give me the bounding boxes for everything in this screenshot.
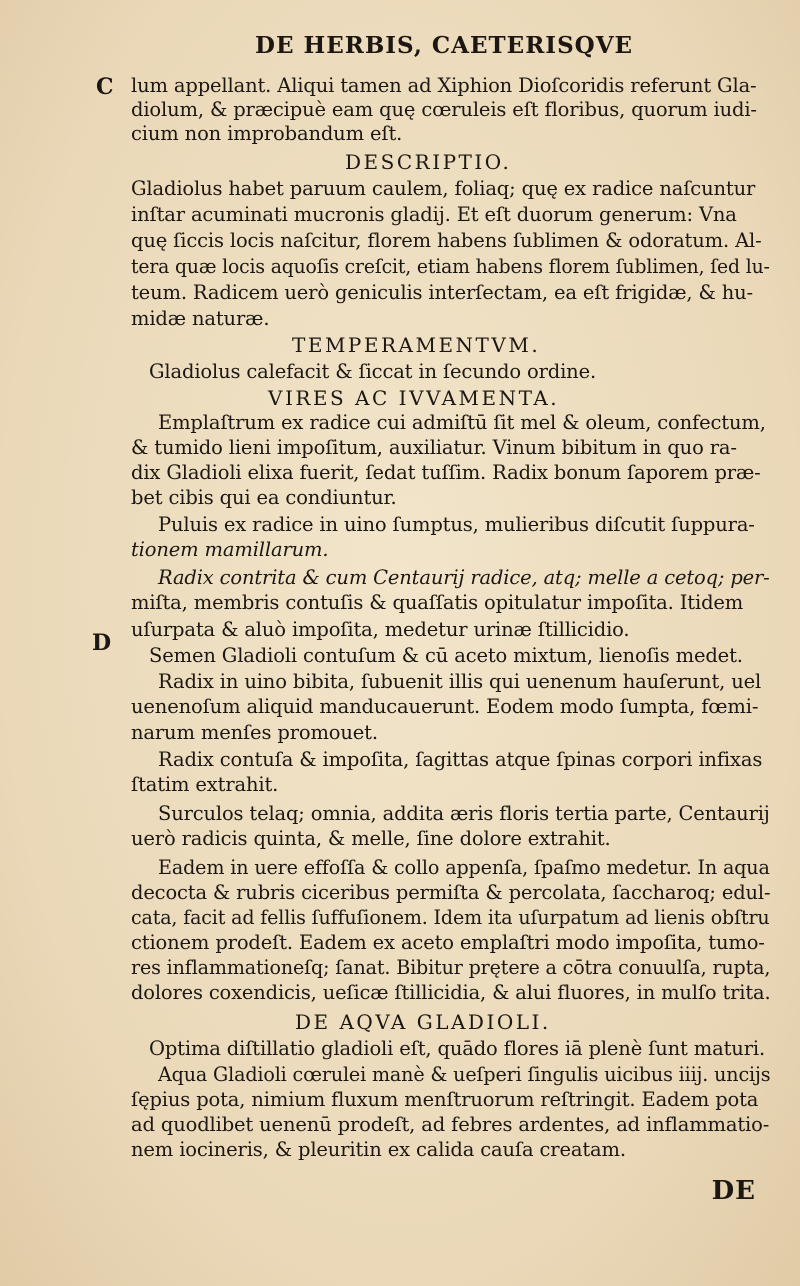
text-line: Emplaſtrum ex radice cui admiſtū ſit mel & oleum, confectum, (158, 411, 766, 434)
heading-temperamentum: TEMPERAMENTVM. (292, 333, 541, 357)
text-line: ſępius pota, nimium fluxum menſtruorum reſtringit. Eadem pota (131, 1088, 759, 1111)
text-line: Eadem in uere effoſſa & collo appenſa, ſpaſmo medetur. In aqua (158, 856, 770, 879)
text-line: Aqua Gladioli cœrulei manè & ueſperi ſingulis uicibus iiij. uncijs (158, 1063, 771, 1086)
text-line: uenenoſum aliquid manducauerunt. Eodem modo ſumpta, fœmi- (131, 695, 759, 718)
text-line: tera quæ locis aquoſis creſcit, etiam habens florem ſublimen, ſed lu- (131, 255, 770, 278)
heading-descriptio: DESCRIPTIO. (345, 150, 512, 174)
text-line: narum menſes promouet. (131, 721, 378, 744)
text-line: nem iocineris, & pleuritin ex calida cauſa creatam. (131, 1138, 626, 1161)
text-line: tionem mamillarum. (131, 538, 329, 561)
text-line: ad quodlibet uenenū prodeſt, ad febres ardentes, ad inflammatio- (131, 1113, 770, 1136)
text-line: uerò radicis quinta, & melle, ſine dolore extrahit. (131, 827, 611, 850)
text-line: midæ naturæ. (131, 307, 270, 330)
heading-vires: VIRES AC IVVAMENTA. (268, 386, 560, 410)
text-line: dix Gladioli elixa fuerit, ſedat tuſſim. Radix bonum ſaporem præ- (131, 461, 761, 484)
text-line: uſurpata & aluò impoſita, medetur urinæ ſtillicidio. (131, 618, 630, 641)
text-line: Semen Gladioli contuſum & cū aceto mixtum, lienoſis medet. (149, 644, 743, 667)
text-line: Radix contuſa & impoſita, ſagittas atque ſpinas corpori infixas (158, 748, 763, 771)
text-line: Gladiolus habet paruum caulem, foliaq; quę ex radice naſcuntur (131, 177, 756, 200)
heading-aqua: DE AQVA GLADIOLI. (295, 1010, 551, 1034)
margin-letter-c: C (96, 74, 114, 100)
text-line: Surculos telaq; omnia, addita æris floris tertia parte, Centaurij (158, 802, 770, 825)
text-line: quę ſiccis locis naſcitur, florem habens ſublimen & odoratum. Al- (131, 229, 762, 252)
text-line: miſta, membris contuſis & quaſſatis opitulatur impoſita. Itidem (131, 591, 744, 614)
text-line: Gladiolus calefacit & ſiccat in ſecundo ordine. (149, 360, 597, 383)
text-line: bet cibis qui ea condiuntur. (131, 486, 397, 509)
text-line: Optima diſtillatio gladioli eſt, quādo flores iā plenè ſunt maturi. (149, 1037, 765, 1060)
text-line: res inflammationeſq; ſanat. Bibitur prętere a cōtra conuulſa, rupta, (131, 956, 771, 979)
text-line: ſtatim extrahit. (131, 773, 279, 796)
text-line: cium non improbandum eſt. (131, 122, 403, 145)
margin-letter-d: D (92, 630, 112, 656)
running-title: DE HERBIS, CAETERISQVE (255, 32, 634, 59)
text-line: diolum, & præcipuè eam quę cœruleis eſt floribus, quorum iudi- (131, 98, 757, 121)
text-line: lum appellant. Aliqui tamen ad Xiphion Dioſcoridis referunt Gla- (131, 74, 757, 97)
text-line: & tumido lieni impoſitum, auxiliatur. Vinum bibitum in quo ra- (131, 436, 737, 459)
text-line: dolores coxendicis, ueſicæ ſtillicidia, & alui fluores, in mulſo trita. (131, 981, 771, 1004)
text-line: Puluis ex radice in uino ſumptus, mulieribus diſcutit ſuppura- (158, 513, 755, 536)
text-line: decocta & rubris ciceribus permiſta & percolata, ſaccharoq; edul- (131, 881, 771, 904)
text-line: teum. Radicem uerò geniculis interſectam, ea eſt frigidæ, & hu- (131, 281, 753, 304)
text-line: inſtar acuminati mucronis gladij. Et eſt duorum generum: Vna (131, 203, 737, 226)
text-line: ctionem prodeſt. Eadem ex aceto emplaſtri modo impoſita, tumo- (131, 931, 765, 954)
text-line: cata, facit ad fellis ſuffuſionem. Idem ita uſurpatum ad lienis obſtru (131, 906, 770, 929)
catchword: DE (711, 1176, 756, 1206)
text-line: Radix in uino bibita, ſubuenit illis qui uenenum hauſerunt, uel (158, 670, 762, 693)
text-line: Radix contrita & cum Centaurij radice, atq; melle a cetoq; per- (158, 566, 770, 589)
